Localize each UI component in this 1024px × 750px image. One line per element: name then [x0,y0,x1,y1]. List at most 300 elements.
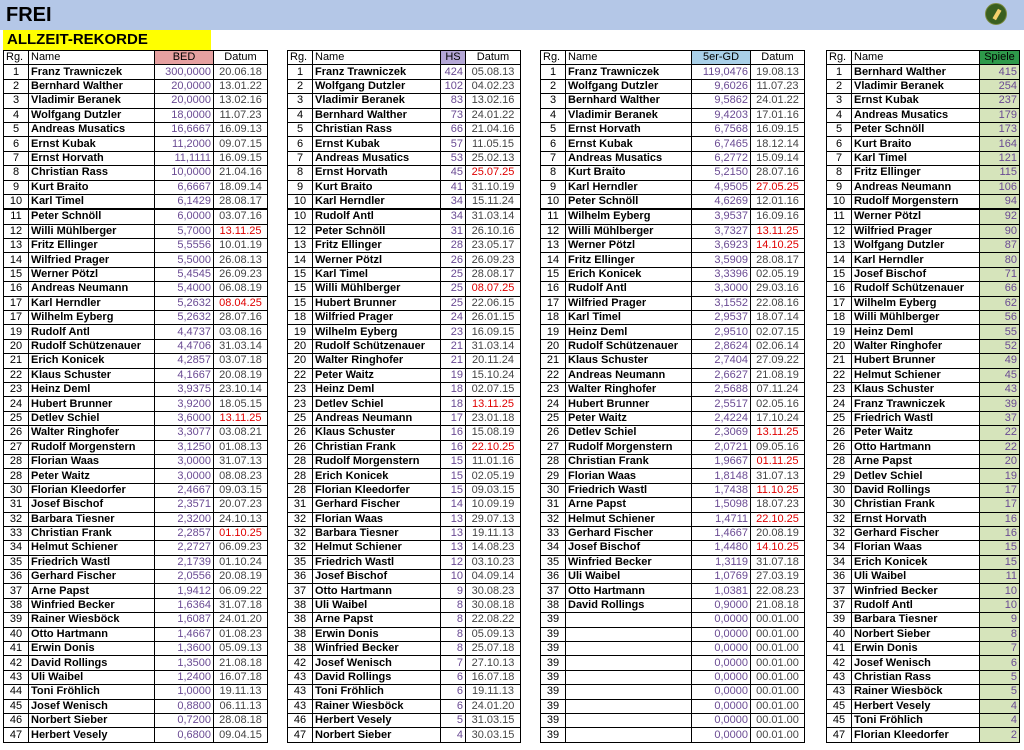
name-cell: Wolfgang Dutzler [29,108,155,122]
date-cell: 27.05.25 [751,180,805,194]
value-cell: 2,1739 [155,555,214,569]
date-cell: 02.07.15 [466,382,521,396]
name-cell: Fritz Ellinger [566,253,692,267]
date-cell: 13.02.16 [214,94,268,108]
col-header-rank: Rg. [827,51,852,65]
rank-cell: 28 [4,469,29,483]
table-row [827,670,1020,684]
rank-cell: 23 [288,382,313,396]
rank-cell: 17 [541,296,566,310]
table-row [288,526,521,540]
value-cell: 2,3571 [155,498,214,512]
value-cell: 94 [980,194,1020,209]
value-cell: 6 [980,656,1020,670]
header-row [288,51,521,65]
rank-cell: 29 [541,469,566,483]
name-cell: Toni Fröhlich [29,685,155,699]
date-cell: 23.10.14 [214,382,268,396]
rank-cell: 13 [4,239,29,253]
name-cell: Franz Trawniczek [29,65,155,79]
name-cell: Detlev Schiel [313,397,441,411]
value-cell: 4 [980,699,1020,713]
value-cell: 11,2000 [155,137,214,151]
rank-cell: 20 [288,354,313,368]
table-row [541,584,805,598]
value-cell: 5,5000 [155,253,214,267]
date-cell: 12.01.16 [751,194,805,209]
date-cell: 23.05.17 [466,239,521,253]
table-row [541,137,805,151]
date-cell: 19.11.13 [466,526,521,540]
rank-cell: 12 [541,224,566,238]
name-cell: Josef Wenisch [313,656,441,670]
value-cell: 237 [980,94,1020,108]
value-cell: 2,3069 [692,426,751,440]
date-cell: 21.08.18 [214,656,268,670]
table-row [288,224,521,238]
value-cell: 0,0000 [692,656,751,670]
value-cell: 3,9537 [692,209,751,224]
value-cell: 31 [441,224,466,238]
table-row [541,224,805,238]
table-row [4,339,268,353]
rank-cell: 34 [827,541,852,555]
value-cell: 16 [980,512,1020,526]
table-row [541,368,805,382]
rank-cell: 7 [827,151,852,165]
name-cell [566,613,692,627]
name-cell: Josef Bischof [29,498,155,512]
date-cell: 02.05.19 [751,267,805,281]
table-row [288,325,521,339]
name-cell: Rudolf Antl [852,598,980,612]
table-row [288,670,521,684]
table-row [541,426,805,440]
table-row [827,512,1020,526]
value-cell: 6 [441,685,466,699]
table-row [4,253,268,267]
value-cell: 3,1552 [692,296,751,310]
value-cell: 4,6269 [692,194,751,209]
name-cell: Detlev Schiel [852,469,980,483]
value-cell: 0,0000 [692,613,751,627]
date-cell: 13.11.25 [214,224,268,238]
name-cell: Barbara Tiesner [313,526,441,540]
value-cell: 5 [441,713,466,727]
col-header-date: Datum [466,51,521,65]
name-cell: Christian Frank [852,498,980,512]
table-row [827,151,1020,165]
value-cell: 15 [441,454,466,468]
table-row [288,570,521,584]
date-cell: 16.07.18 [214,670,268,684]
table-row [288,483,521,497]
rank-cell: 28 [288,483,313,497]
table-row [288,541,521,555]
rank-cell: 36 [541,570,566,584]
value-cell: 3,9200 [155,397,214,411]
rank-cell: 43 [288,670,313,684]
date-cell: 11.07.23 [751,79,805,93]
value-cell: 66 [441,122,466,136]
name-cell: Uli Waibel [566,570,692,584]
date-cell: 13.11.25 [751,426,805,440]
name-cell: Franz Trawniczek [852,397,980,411]
value-cell: 0,0000 [692,713,751,727]
name-cell: Andreas Neumann [29,282,155,296]
value-cell: 9 [441,584,466,598]
table-row [827,397,1020,411]
rank-cell: 47 [288,728,313,742]
name-cell: Peter Schnöll [313,224,441,238]
name-cell: Wilhelm Eyberg [852,296,980,310]
name-cell: Detlev Schiel [29,411,155,425]
value-cell: 52 [980,339,1020,353]
name-cell: Ernst Horvath [313,166,441,180]
name-cell: Karl Herndler [313,194,441,209]
rank-cell: 24 [4,397,29,411]
table-row [827,656,1020,670]
rank-cell: 20 [4,339,29,353]
date-cell: 15.11.24 [466,194,521,209]
date-cell: 26.09.23 [466,253,521,267]
value-cell: 1,4480 [692,541,751,555]
value-cell: 20,0000 [155,79,214,93]
date-cell: 13.11.25 [466,397,521,411]
value-cell: 92 [980,209,1020,224]
rank-cell: 10 [288,209,313,224]
value-cell: 5 [980,685,1020,699]
value-cell: 1,3500 [155,656,214,670]
value-cell: 20 [980,454,1020,468]
table-row [4,151,268,165]
rank-cell: 38 [541,598,566,612]
table-row [288,613,521,627]
value-cell: 3,6923 [692,239,751,253]
table-row [288,194,521,209]
rank-cell: 31 [4,498,29,512]
rank-cell: 22 [827,368,852,382]
rank-cell: 10 [541,194,566,209]
value-cell: 3,1250 [155,440,214,454]
rank-cell: 32 [288,512,313,526]
name-cell: Heinz Deml [852,325,980,339]
date-cell: 26.01.15 [466,311,521,325]
rank-cell: 27 [4,440,29,454]
name-cell [566,728,692,742]
table-row [541,339,805,353]
table-row [4,267,268,281]
name-cell: Fritz Ellinger [852,166,980,180]
name-cell: Karl Herndler [566,180,692,194]
table-row [4,239,268,253]
value-cell: 0,8800 [155,699,214,713]
table-row [288,728,521,742]
value-cell: 23 [441,325,466,339]
table-row [541,122,805,136]
name-cell: Peter Waitz [852,426,980,440]
rank-cell: 16 [541,282,566,296]
table-row [541,354,805,368]
table-row [288,94,521,108]
date-cell: 22.08.22 [466,613,521,627]
table-row [541,555,805,569]
table-row [288,137,521,151]
col-header-rank: Rg. [288,51,313,65]
rank-cell: 10 [827,194,852,209]
table-row [827,469,1020,483]
date-cell: 05.08.13 [466,65,521,79]
table-row [4,180,268,194]
value-cell: 28 [441,239,466,253]
rank-cell: 19 [288,325,313,339]
name-cell: Josef Bischof [566,541,692,555]
value-cell: 3,0000 [155,454,214,468]
value-cell: 6,1429 [155,194,214,209]
name-cell: Andreas Neumann [313,411,441,425]
value-cell: 6,7568 [692,122,751,136]
name-cell: Christian Rass [29,166,155,180]
rank-cell: 27 [541,440,566,454]
name-cell: Hubert Brunner [566,397,692,411]
rank-cell: 6 [827,137,852,151]
table-row [827,440,1020,454]
rank-cell: 3 [827,94,852,108]
value-cell: 0,0000 [692,685,751,699]
name-cell: Ernst Horvath [29,151,155,165]
rank-cell: 6 [288,137,313,151]
table-row [541,440,805,454]
value-cell: 18 [441,382,466,396]
name-cell: Ernst Kubak [566,137,692,151]
value-cell: 8 [441,627,466,641]
value-cell: 2,7404 [692,354,751,368]
rank-cell: 4 [288,108,313,122]
date-cell: 09.03.15 [214,483,268,497]
value-cell: 1,4711 [692,512,751,526]
table-row [827,454,1020,468]
value-cell: 8 [441,613,466,627]
rank-cell: 9 [288,180,313,194]
rank-cell: 13 [827,239,852,253]
value-cell: 164 [980,137,1020,151]
rank-cell: 11 [4,209,29,224]
rank-cell: 15 [541,267,566,281]
name-cell: Uli Waibel [313,598,441,612]
date-cell: 00.01.00 [751,670,805,684]
rank-cell: 30 [4,483,29,497]
rank-cell: 34 [541,541,566,555]
value-cell: 3,3000 [692,282,751,296]
rank-cell: 28 [288,454,313,468]
date-cell: 31.07.13 [751,469,805,483]
date-cell: 13.11.25 [751,224,805,238]
value-cell: 22 [980,440,1020,454]
name-cell: Norbert Sieber [29,713,155,727]
date-cell: 28.07.16 [751,166,805,180]
name-cell [566,627,692,641]
rank-cell: 43 [288,699,313,713]
table-row [4,670,268,684]
rank-cell: 46 [288,713,313,727]
rank-cell: 3 [541,94,566,108]
date-cell: 17.10.24 [751,411,805,425]
name-cell: Josef Wenisch [29,699,155,713]
rank-cell: 36 [4,570,29,584]
date-cell: 28.08.17 [466,267,521,281]
rank-cell: 10 [4,194,29,209]
rank-cell: 28 [827,454,852,468]
name-cell: Walter Ringhofer [313,354,441,368]
rank-cell: 26 [4,426,29,440]
date-cell: 16.09.13 [214,122,268,136]
table-row [541,411,805,425]
date-cell: 02.06.14 [751,339,805,353]
rank-cell: 25 [827,411,852,425]
table-row [288,108,521,122]
table-row [288,122,521,136]
date-cell: 30.08.23 [466,584,521,598]
value-cell: 1,4667 [155,627,214,641]
date-cell: 19.11.13 [466,685,521,699]
name-cell: Karl Herndler [852,253,980,267]
date-cell: 01.11.25 [751,454,805,468]
value-cell: 4 [980,713,1020,727]
value-cell: 55 [980,325,1020,339]
header-row [541,51,805,65]
date-cell: 22.08.16 [751,296,805,310]
value-cell: 3,3077 [155,426,214,440]
table-row [827,239,1020,253]
name-cell: Josef Wenisch [852,656,980,670]
date-cell: 27.10.13 [466,656,521,670]
rank-cell: 19 [541,325,566,339]
rank-cell: 11 [827,209,852,224]
rank-cell: 15 [288,267,313,281]
rank-cell: 13 [541,239,566,253]
date-cell: 05.09.13 [214,642,268,656]
spiele-records-table [826,50,1020,743]
page-title: FREI [6,4,52,26]
rank-cell: 41 [827,642,852,656]
col-header-value: BED [155,51,214,65]
table-row [4,137,268,151]
value-cell: 17 [980,498,1020,512]
table-row [4,656,268,670]
table-row [4,440,268,454]
value-cell: 15 [441,483,466,497]
rank-cell: 45 [827,713,852,727]
date-cell: 28.08.17 [751,253,805,267]
name-cell: Andreas Musatics [29,122,155,136]
value-cell: 119,0476 [692,65,751,79]
table-row [827,325,1020,339]
value-cell: 87 [980,239,1020,253]
name-cell: Friedrich Wastl [566,483,692,497]
name-cell: Willi Mühlberger [29,224,155,238]
rank-cell: 21 [541,354,566,368]
name-cell: Friedrich Wastl [29,555,155,569]
value-cell: 25 [441,282,466,296]
table-row [541,699,805,713]
date-cell: 00.01.00 [751,656,805,670]
table-row [288,79,521,93]
rank-cell: 30 [541,483,566,497]
rank-cell: 22 [288,368,313,382]
value-cell: 2,0556 [155,570,214,584]
date-cell: 18.07.23 [751,498,805,512]
table-row [4,555,268,569]
date-cell: 16.09.15 [466,325,521,339]
rank-cell: 32 [827,512,852,526]
value-cell: 5,2632 [155,296,214,310]
name-cell: Helmut Schiener [29,541,155,555]
name-cell: Peter Waitz [566,411,692,425]
name-cell: Walter Ringhofer [29,426,155,440]
name-cell: Otto Hartmann [313,584,441,598]
name-cell: Vladimir Beranek [313,94,441,108]
date-cell: 20.08.19 [751,526,805,540]
value-cell: 121 [980,151,1020,165]
name-cell: Walter Ringhofer [566,382,692,396]
date-cell: 03.07.16 [214,209,268,224]
value-cell: 5 [980,670,1020,684]
name-cell: Wilfried Prager [852,224,980,238]
rank-cell: 37 [541,584,566,598]
table-row [541,526,805,540]
table-row [827,685,1020,699]
value-cell: 12 [441,555,466,569]
col-header-rank: Rg. [4,51,29,65]
value-cell: 16 [980,526,1020,540]
hs-records-table [287,50,521,743]
value-cell: 2,4667 [155,483,214,497]
name-cell [566,699,692,713]
rank-cell: 2 [541,79,566,93]
date-cell: 00.01.00 [751,699,805,713]
table-row [541,282,805,296]
name-cell: Walter Ringhofer [852,339,980,353]
rank-cell: 46 [4,713,29,727]
rank-cell: 1 [827,65,852,79]
value-cell: 3,6000 [155,411,214,425]
date-cell: 26.09.23 [214,267,268,281]
table-row [288,368,521,382]
value-cell: 6,0000 [155,209,214,224]
value-cell: 2,4224 [692,411,751,425]
date-cell: 31.07.18 [751,555,805,569]
value-cell: 62 [980,296,1020,310]
name-cell: Herbert Vesely [852,699,980,713]
rank-cell: 32 [288,526,313,540]
value-cell: 6,6667 [155,180,214,194]
rank-cell: 18 [541,311,566,325]
date-cell: 19.08.13 [751,65,805,79]
value-cell: 1,8148 [692,469,751,483]
rank-cell: 15 [827,267,852,281]
col-header-name: Name [852,51,980,65]
table-row [4,79,268,93]
name-cell: Klaus Schuster [566,354,692,368]
table-row [4,584,268,598]
rank-cell: 15 [288,296,313,310]
rank-cell: 17 [827,296,852,310]
rank-cell: 13 [288,239,313,253]
rank-cell: 35 [541,555,566,569]
table-row [541,469,805,483]
value-cell: 173 [980,122,1020,136]
name-cell: Ernst Horvath [566,122,692,136]
